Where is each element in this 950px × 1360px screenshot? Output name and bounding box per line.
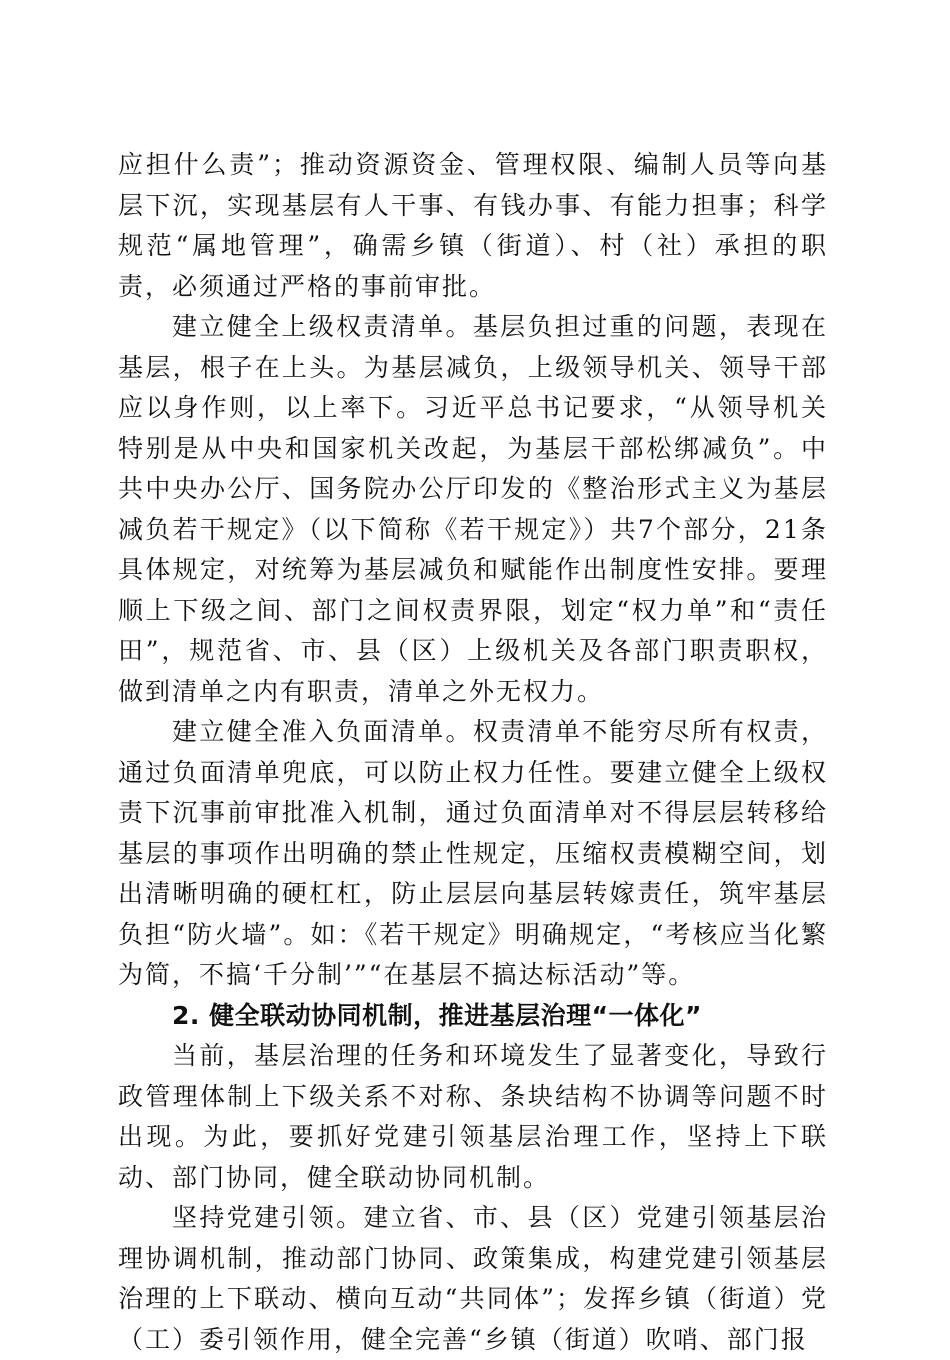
paragraph: 应担什么责”；推动资源资金、管理权限、编制人员等向基层下沉，实现基层有人干事、有钱办事、有能力担事；科学规范“属地管理”，确需乡镇（街道）、村（社）承担的职责，必须通过严格的事前审批。 <box>118 150 828 301</box>
paragraph: 建立健全上级权责清单。基层负担过重的问题，表现在基层，根子在上头。为基层减负，上级领导机关、领导干部应以身作则，以上率下。习近平总书记要求，“从领导机关特别是从中央和国家机关改起，为基层干部松绑减负”。中共中央办公厅、国务院办公厅印发的《整治形式主义为基层减负若干规定》（以下简称《若干规定》）共7个部分，21条具体规定，对统筹为基层减负和赋能作出制度性安排。要理顺上下级之间、部门之间权责界限，划定“权力单”和“责任田”，规范省、市、县（区）上级机关及各部门职责职权，做到清单之内有职责，清单之外无权力。 <box>118 312 828 706</box>
paragraph: 坚持党建引领。建立省、市、县（区）党建引领基层治理协调机制，推动部门协同、政策集成，构建党建引领基层治理的上下联动、横向互动“共同体”；发挥乡镇（街道）党（工）委引领作用，健全完善“乡镇（街道）吹哨、部门报 <box>118 1203 828 1354</box>
paragraph: 当前，基层治理的任务和环境发生了显著变化，导致行政管理体制上下级关系不对称、条块结构不协调等问题不时出现。为此，要抓好党建引领基层治理工作，坚持上下联动、部门协同，健全联动协同机制。 <box>118 1041 828 1192</box>
paragraph: 建立健全准入负面清单。权责清单不能穷尽所有权责，通过负面清单兜底，可以防止权力任性。要建立健全上级权责下沉事前审批准入机制，通过负面清单对不得层层转移给基层的事项作出明确的禁止性规定，压缩权责模糊空间，划出清晰明确的硬杠杠，防止层层向基层转嫁责任，筑牢基层负担“防火墙”。如：《若干规定》明确规定，“考核应当化繁为简，不搞‘千分制’”“在基层不搞达标活动”等。 <box>118 717 828 989</box>
document-page <box>118 145 828 1360</box>
section-heading: 2. 健全联动协同机制，推进基层治理“一体化” <box>172 1000 702 1030</box>
